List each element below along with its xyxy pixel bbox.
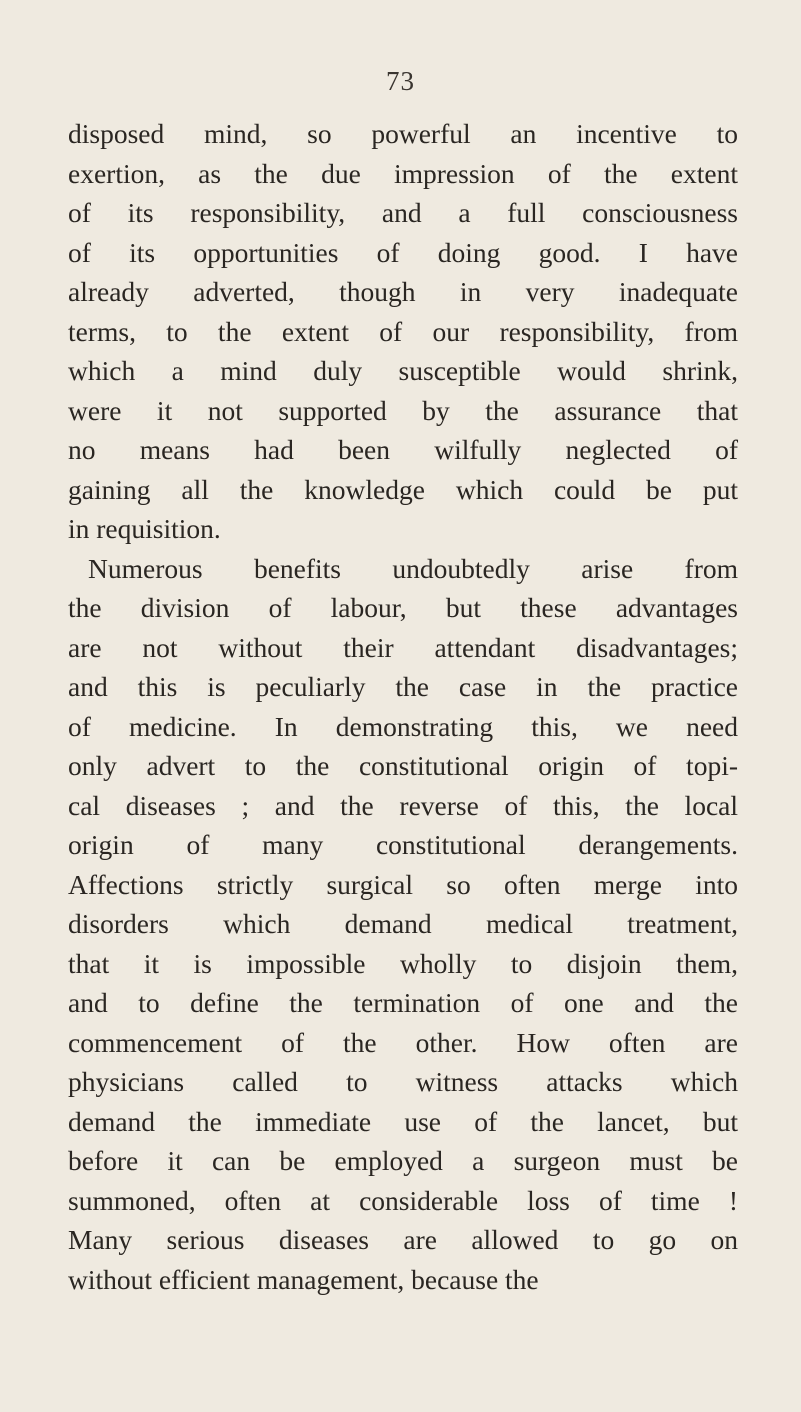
text-line: are not without their attendant disadvantages;: [68, 631, 738, 663]
body-text: [68, 114, 738, 1299]
text-line: Numerous benefits undoubtedly arise from: [88, 552, 738, 584]
text-line: of its opportunities of doing good. I have: [68, 236, 738, 268]
text-line: only advert to the constitutional origin of topi-: [68, 750, 738, 781]
text-line: commencement of the other. How often are: [68, 1026, 738, 1058]
text-line: Affections strictly surgical so often merge into: [68, 868, 738, 900]
text-line: origin of many constitutional derangements.: [68, 829, 738, 860]
text-line: disorders which demand medical treatment,: [68, 908, 738, 939]
text-line: of medicine. In demonstrating this, we need: [68, 710, 738, 742]
text-line: which a mind duly susceptible would shrink,: [68, 355, 738, 386]
text-line: physicians called to witness attacks which: [68, 1066, 738, 1097]
text-line: of its responsibility, and a full consciousness: [68, 197, 738, 228]
text-line: Many serious diseases are allowed to go on: [68, 1224, 738, 1255]
text-line: the division of labour, but these advantages: [68, 592, 738, 623]
text-line: were it not supported by the assurance that: [68, 394, 738, 426]
text-line: and this is peculiarly the case in the practice: [68, 671, 738, 702]
text-line: without efficient management, because the: [68, 1263, 539, 1295]
text-line: gaining all the knowledge which could be put: [68, 473, 738, 505]
text-line: and to define the termination of one and the: [68, 987, 738, 1018]
text-line: already adverted, though in very inadequate: [68, 276, 738, 307]
text-line: terms, to the extent of our responsibility, from: [68, 315, 738, 347]
text-line: demand the immediate use of the lancet, but: [68, 1105, 738, 1137]
page-number: 73: [386, 66, 415, 96]
text-line: disposed mind, so powerful an incentive to: [68, 118, 738, 149]
text-line: summoned, often at considerable loss of time !: [68, 1184, 738, 1216]
text-line: cal diseases ; and the reverse of this, the local: [68, 789, 738, 821]
text-line: before it can be employed a surgeon must be: [68, 1145, 738, 1176]
text-line: in requisition.: [68, 513, 221, 544]
text-line: that it is impossible wholly to disjoin them,: [68, 947, 738, 979]
text-line: exertion, as the due impression of the extent: [68, 157, 738, 189]
text-line: no means had been wilfully neglected of: [68, 434, 738, 465]
